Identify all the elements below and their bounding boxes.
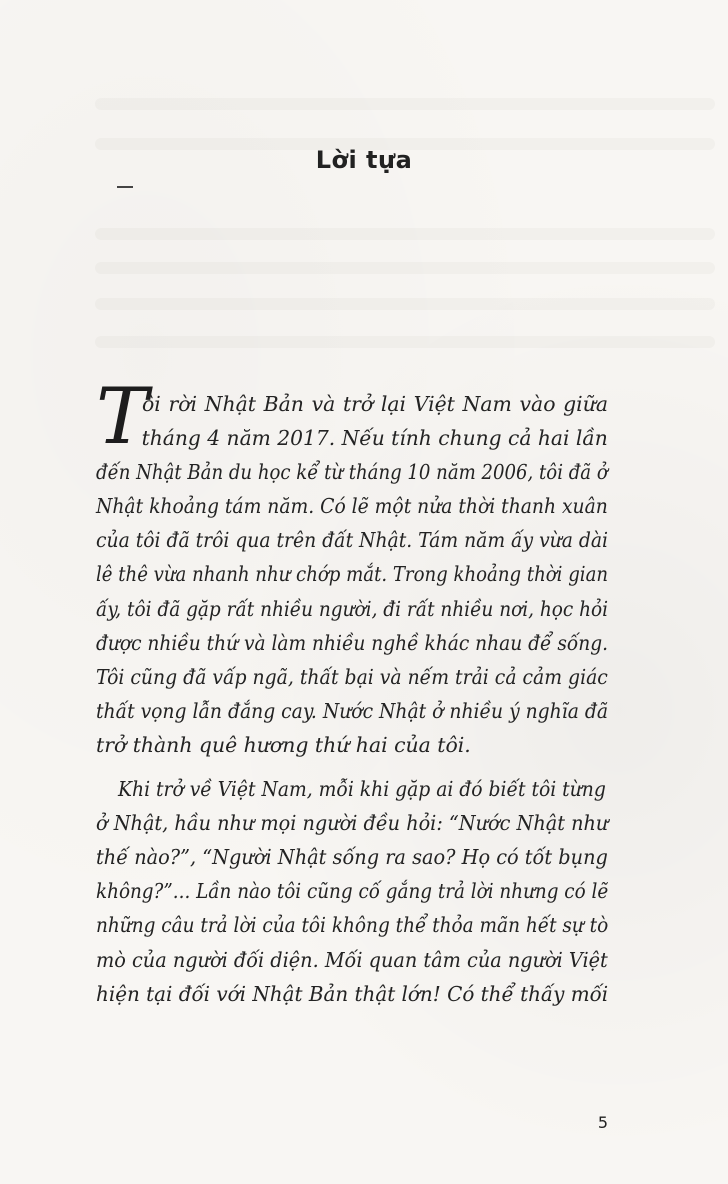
drop-cap: T — [96, 372, 149, 462]
text-line: Tôi cũng đã vấp ngã, thất bại và nếm trải cả cảm giác — [96, 664, 608, 689]
body-text — [96, 387, 608, 1011]
paragraph — [96, 387, 608, 762]
text-line: không?”... Lần nào tôi cũng cố gắng trả lời nhưng có lẽ — [96, 879, 609, 904]
paragraph — [96, 772, 608, 1011]
decorative-dash — [117, 186, 133, 188]
page-number: 5 — [597, 1113, 608, 1132]
show-through-line — [95, 336, 715, 348]
text-line: tháng 4 năm 2017. Nếu tính chung cả hai lần — [141, 426, 608, 451]
text-line: hiện tại đối với Nhật Bản thật lớn! Có thể thấy mối — [96, 981, 609, 1006]
text-line: đến Nhật Bản du học kể từ tháng 10 năm 2006, tôi đã ở — [96, 460, 608, 485]
text-line: trở thành quê hương thứ hai của tôi. — [96, 732, 471, 757]
chapter-title: Lời tựa — [315, 146, 413, 174]
text-line: của tôi đã trôi qua trên đất Nhật. Tám năm ấy vừa dài — [96, 528, 609, 553]
paragraph-spacer — [96, 762, 608, 772]
text-line: mò của người đối diện. Mối quan tâm của người Việt — [96, 947, 608, 972]
text-line: Khi trở về Việt Nam, mỗi khi gặp ai đó biết tôi từng — [118, 777, 606, 802]
text-line: ấy, tôi đã gặp rất nhiều người, đi rất nhiều nơi, học hỏi — [96, 596, 609, 621]
show-through-line — [95, 262, 715, 274]
show-through-line — [95, 98, 715, 110]
text-line: thế nào?”, “Người Nhật sống ra sao? Họ có tốt bụng — [96, 845, 608, 870]
show-through-line — [95, 228, 715, 240]
text-line: ở Nhật, hầu như mọi người đều hỏi: “Nước Nhật như — [96, 811, 609, 836]
text-line: thất vọng lẫn đắng cay. Nước Nhật ở nhiều ý nghĩa đã — [96, 698, 609, 723]
text-line: ôi rời Nhật Bản và trở lại Việt Nam vào giữa — [142, 392, 608, 416]
text-line: được nhiều thứ và làm nhiều nghề khác nhau để sống. — [96, 630, 609, 655]
text-line: lê thê vừa nhanh như chớp mắt. Trong khoảng thời gian — [96, 562, 609, 587]
show-through-line — [95, 298, 715, 310]
text-line: những câu trả lời của tôi không thể thỏa mãn hết sự tò — [96, 913, 609, 938]
text-line: Nhật khoảng tám năm. Có lẽ một nửa thời thanh xuân — [96, 494, 608, 519]
